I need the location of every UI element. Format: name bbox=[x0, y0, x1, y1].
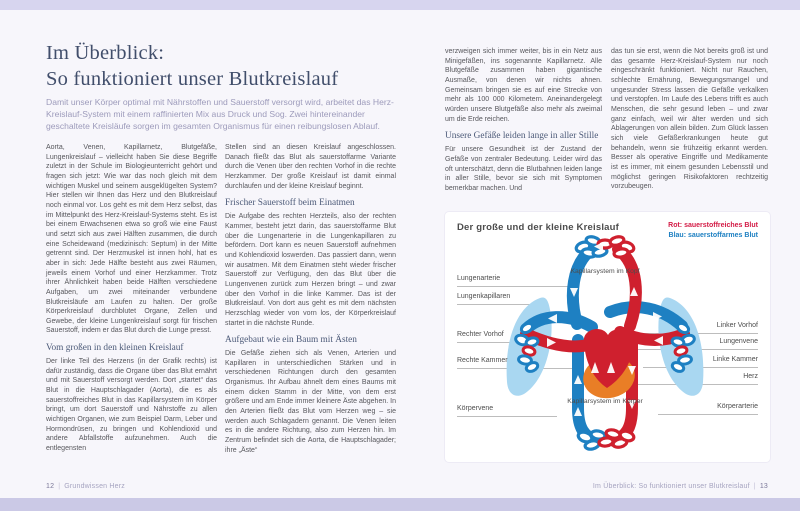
page-number: 13 bbox=[759, 483, 768, 490]
footer-label: Im Überblick: So funktioniert unser Blutkreislauf bbox=[592, 483, 750, 490]
section-heading: Unsere Gefäße leiden lange in aller Stille bbox=[445, 131, 599, 142]
top-decor-band bbox=[0, 0, 800, 10]
section-heading: Frischer Sauerstoff beim Einatmen bbox=[225, 198, 355, 209]
head-capillary-mesh bbox=[575, 235, 635, 258]
body-paragraph: Die Gefäße ziehen sich als Venen, Arterien und Kapillaren in unterschiedlichen Stärken und in verschiedenen Richtungen durch den gesamten Organismus. Ihr Aufbau ähnelt dem eines Baums mit einem dicken Stamm in der Mitte, von dem erst größere und am Ende immer kleinere Äste abgehen. In den Arterien fließt das Blut vom Herzen weg – sie werden auch Schlagadern genannt. Die Venen leiten es in die andere Richtung, also zum Herzen hin. Im Zentrum befindet sich die Aorta, die Hauptschlagader; ihre „Äste“ bbox=[225, 350, 396, 454]
page-title-line2: So funktioniert unser Blutkreislauf bbox=[46, 68, 339, 90]
right-page-column-1 bbox=[445, 47, 602, 194]
bottom-decor-band bbox=[0, 498, 800, 511]
body-paragraph: verzweigen sich immer weiter, bis in ein Netz aus Minigefäßen, ins sogenannte Kapillarnetz. Alle Blutgefäße zusammen haben gigantische Ausmaße, von denen wir nichts ahnen. Gemeinsam bringen sie es auf eine Strecke von mehr als 100 000 Kilometern. Aneinandergelegt würden unsere Blutgefäße also mehr als zweimal um die Erde reichen. bbox=[445, 48, 602, 123]
footer-label: Grundwissen Herz bbox=[64, 483, 125, 490]
label-linke-kammer: Linke Kammer bbox=[712, 356, 758, 363]
label-kapillarsystem-kopf: Kapillarsystem im Kopf bbox=[570, 268, 640, 275]
label-lungenarterie: Lungenarterie bbox=[457, 275, 501, 282]
footer-separator: | bbox=[58, 483, 61, 490]
section-heading: Vom großen in den kleinen Kreislauf bbox=[46, 343, 184, 354]
intro-paragraph: Damit unser Körper optimal mit Nährstoffen und Sauerstoff versorgt wird, arbeitet das Herz-Kreislauf-System mit einem raffinierten Mix aus Druck und Sog. Zwei hintereinander geschaltete Kreisläufe sorgen im gesamten Organismus für einen reibungslosen Ablauf. bbox=[46, 97, 394, 131]
right-page-footer bbox=[593, 483, 768, 490]
diagram-title: Der große und der kleine Kreislauf bbox=[457, 222, 620, 233]
diagram-legend bbox=[668, 221, 758, 241]
label-rechte-kammer: Rechte Kammer bbox=[457, 357, 508, 364]
legend-oxygen-rich: Rot: sauerstoffreiches Blut bbox=[668, 222, 758, 229]
body-paragraph: Aorta, Venen, Kapillarnetz, Blutgefäße, Lungenkreislauf – vielleicht haben Sie diese Begriffe zuletzt in der Schule im Biologieunterricht gehört und fragen sich jetzt: Wie war das noch gleich mit dem wichtigen Muskel und seinem ausgeklügelten System? Hier stellen wir Ihnen das Herz und den Blutkreislauf noch einmal vor. Los geht es mit dem Herz selbst, das im Mittelpunkt des Herz-Kreislauf-Systems steht. Es ist bei einem Erwachsenen etwa so groß wie eine Faust und setzt sich aus zwei Hälften zusammen, die durch eine Scheidewand (medizinisch: Septum) in der Mitte getrennt sind. Der Herzmuskel ist innen hohl, hat es aber in sich: Jede Hälfte besteht aus zwei Räumen, jeweils einem Vorhof und einer Herzkammer. Trotz ihrer Ähnlichkeit haben beide Hälften verschiedene Aufgaben, um zwei miteinander verbundene Blutkreisläufe am Laufen zu halten. Der große Körperkreislauf durchblutet Organe, Zellen und Gewebe, der kleine Lungenkreislauf sorgt für frischen Sauerstoff, indem er das Blut durch die Lunge presst. bbox=[46, 144, 217, 335]
label-herz: Herz bbox=[743, 373, 758, 380]
legend-oxygen-poor: Blau: sauerstoffarmes Blut bbox=[668, 232, 758, 239]
label-linker-vorhof: Linker Vorhof bbox=[716, 322, 758, 329]
label-koerperarterie: Körperarterie bbox=[717, 403, 758, 410]
label-koerpervene: Körpervene bbox=[457, 405, 494, 412]
left-page-footer bbox=[46, 483, 125, 490]
body-capillary-mesh bbox=[577, 429, 635, 451]
body-paragraph: Die Aufgabe des rechten Herzteils, also der rechten Kammer, besteht jetzt darin, das sauerstoffarme Blut über die Lungenarterie in die Lungenkapillaren zu befördern. Dort kann es neuen Sauerstoff aufnehmen und Kohlendioxid loswerden. Das passiert dann, wenn wir ausatmen. Mit dem Einatmen steht wieder frischer Sauerstoff zur Verfügung, den das Blut über die Lungenvenen zurück zum Herzen bringt – und zwar über den Vorhof in die linke Kammer. Das ist der Blutkreislauf. Von dort aus geht es mit dem nächsten Herzschlag wieder von vorn los, der Körperkreislauf startet in die nächste Runde. bbox=[225, 213, 396, 327]
section-heading: Aufgebaut wie ein Baum mit Ästen bbox=[225, 335, 357, 346]
footer-separator: | bbox=[753, 483, 756, 490]
page-title bbox=[46, 40, 416, 92]
label-kapillarsystem-koerper: Kapillarsystem im Körper bbox=[567, 398, 643, 405]
right-page-column-2 bbox=[611, 47, 768, 192]
left-page-column-1 bbox=[46, 143, 217, 454]
body-paragraph: Der linke Teil des Herzens (in der Grafik rechts) ist dafür zuständig, dass die Organe über das Blut ernährt und mit Sauerstoff versorgt werden. Dort „startet“ das Blut in die Hauptschlagader (Aorta), die es als sauerstoffreiches Blut in das Kapillarsystem im Körper bringt, um dort Sauerstoff und Nährstoffe zu allen wichtigen Organen, wie zum Beispiel Darm, Leber und Hormondrüsen, zu bringen und Kohlendioxid und andere Abfallstoffe aufzunehmen. Auch die entlegensten bbox=[46, 358, 217, 453]
circulation-illustration bbox=[480, 230, 730, 460]
circulation-diagram-panel bbox=[445, 212, 770, 462]
page-number: 12 bbox=[46, 483, 55, 490]
body-paragraph: Für unsere Gesundheit ist der Zustand der Gefäße von zentraler Bedeutung. Leider wird das oft unterschätzt, denn die Blutbahnen leiden lange in aller Stille, bevor sie sich mit Symptomen bemerkbar machen. Und bbox=[445, 146, 602, 192]
left-page-column-2 bbox=[225, 143, 396, 455]
label-lungenvene: Lungenvene bbox=[719, 338, 758, 345]
label-lungenkapillaren: Lungenkapillaren bbox=[457, 293, 511, 300]
label-rechter-vorhof: Rechter Vorhof bbox=[457, 331, 504, 338]
body-paragraph: Stellen sind an diesen Kreislauf angeschlossen. Danach fließt das Blut als sauerstoffarme Variante durch die Venen über den rechten Vorhof in die rechte Herzkammer. Der große Kreislauf ist damit einmal durchlaufen und der kleine Kreislauf beginnt. bbox=[225, 144, 396, 190]
body-paragraph: das tun sie erst, wenn die Not bereits groß ist und das gesamte Herz-Kreislauf-System nur noch eingeschränkt funktioniert. Nicht nur Rauchen, schlechte Ernährung, Bewegungsmangel und ungesunder Stress lassen die Gefäße verkalken und verstopfen. Im Laufe des Lebens trifft es auch Menschen, die sehr gesund leben – und zwar ganz einfach, weil wir älter werden und sich Ablagerungen von allein bilden. Zum Glück lassen sich viele Gefäßerkrankungen heute gut behandeln, wenn sie frühzeitig erkannt werden. Besser als operative Eingriffe und Medikamente ist es immer, mit einem gesunden Lebensstil und möglichst geringen Risikofaktoren rechtzeitig vorzubeugen. bbox=[611, 48, 768, 191]
page-title-line1: Im Überblick: bbox=[46, 42, 165, 64]
